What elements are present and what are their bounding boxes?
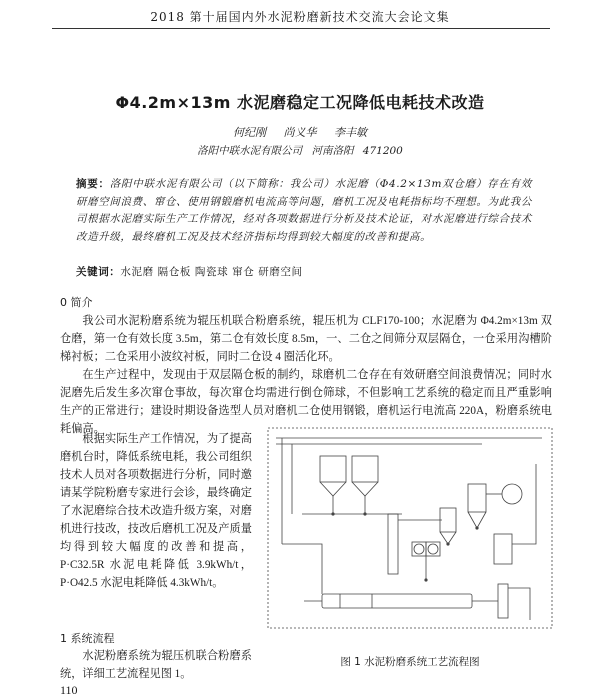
silo-1-cone: [320, 482, 346, 496]
paper-affiliation: 洛阳中联水泥有限公司 河南洛阳 471200: [197, 145, 403, 157]
abstract-block: [76, 176, 532, 246]
figure-1-caption: 图 1 水泥粉磨系统工艺流程图: [340, 656, 480, 668]
return-line: [282, 544, 322, 594]
product-line: [508, 588, 530, 620]
cyclone-body: [468, 484, 486, 512]
silo-feed-lines: [333, 496, 365, 514]
v-separator-cone: [440, 532, 456, 544]
v-separator: [440, 508, 456, 532]
fan: [502, 484, 522, 504]
dust-collector: [494, 534, 512, 564]
paper-title: Φ4.2m×13m 水泥磨稳定工况降低电耗技术改造: [115, 93, 485, 112]
section-0-heading: 0 简介: [60, 296, 93, 309]
section-1-paragraph-1: 水泥粉磨系统为辊压机联合粉磨系统，详细工艺流程见图 1。: [60, 650, 252, 680]
duct-right: [512, 464, 536, 544]
ball-mill: [322, 594, 472, 608]
mill-outlet-elevator: [498, 584, 508, 618]
section-0-paragraph-3: 根据实际生产工作情况，为了提高磨机台时，降低系统电耗，我公司组织技术人员对各项数据进行分析，同时邀请某学院粉磨专家进行会诊，最终确定了水泥磨综合技术改造升级方案，对磨机进行技改，技改后磨机工况及产质量均得到较大幅度的改善和提高，P·C32.5R 水泥电耗降低 3.9kWh/t，P·O42.5 水泥电耗降低 4.3kWh/t。: [60, 433, 252, 589]
mill-compartment-lines: [340, 594, 372, 608]
roller-left: [414, 544, 424, 554]
page-number: 110: [60, 683, 78, 697]
keywords-label: 关键词：: [76, 266, 121, 278]
keywords-block: [76, 264, 532, 279]
abstract-label: 摘要：: [76, 178, 110, 190]
silo-2-cone: [352, 482, 378, 496]
header-rule: [52, 28, 550, 29]
keywords-text: 水泥磨 隔仓板 陶瓷球 窜仓 研磨空间: [120, 266, 303, 278]
section-0-paragraph-1: 我公司水泥粉磨系统为辊压机联合粉磨系统，辊压机为 CLF170-100；水泥磨为 Φ4.2m×13m 双仓磨，第一仓有效长度 3.5m，第二仓有效长度 8.5m，一、二仓之间筛分双层隔仓，一仓采用沟槽阶梯衬板；二仓采用小波纹衬板，同时二仓设 4 圈活化环。: [60, 315, 552, 363]
silo-1: [320, 456, 346, 482]
roller-right: [428, 544, 438, 554]
process-flow-diagram: [262, 424, 558, 646]
bucket-elevator: [388, 514, 398, 574]
section-0-paragraph-2: 在生产过程中，发现由于双层隔仓板的制约，球磨机二仓存在有效研磨空间浪费情况；同时水泥磨先后发生多次窜仓事故，每次窜仓均需进行倒仓筛球，不但影响工艺系统的稳定而且严重影响生产的正常进行；建设时期设备选型人员对磨机二仓使用钢锻，磨机运行电流高 220A，粉磨系统电耗偏高。: [60, 369, 552, 435]
section-1-heading: 1 系统流程: [60, 632, 115, 645]
diagram-frame: [268, 428, 552, 628]
silo-2: [352, 456, 378, 482]
paper-authors: 何纪刚 尚义华 李丰敏: [233, 126, 367, 139]
abstract-text: 洛阳中联水泥有限公司（以下简称：我公司）水泥磨（Φ4.2×13m双仓磨）存在有效研磨空间浪费、窜仓、使用钢锻磨机电流高等问题，磨机工况及电耗指标均不理想。为此我公司根据水泥磨实际生产工作情况，经对各项数据进行分析及技术论证，对水泥磨进行综合技术改造升级，最终磨机工况及技术经济指标均得到较大幅度的改善和提高。: [76, 178, 532, 243]
cyclone-cone: [468, 512, 486, 528]
running-header: 2018 第十届国内外水泥粉磨新技术交流大会论文集: [150, 10, 450, 24]
